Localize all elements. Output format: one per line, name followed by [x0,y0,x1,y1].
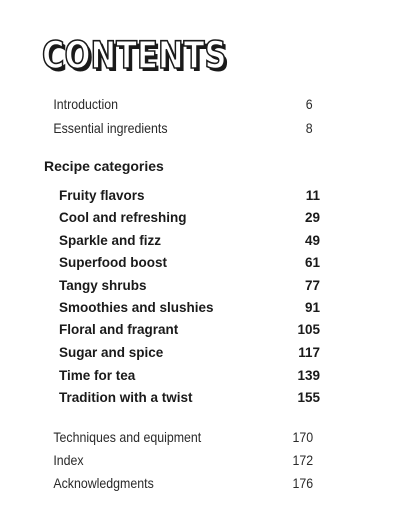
toc-page-number: 117 [298,345,320,360]
toc-page-number: 8 [305,120,313,136]
toc-entry-label: Sparkle and fizz [59,233,162,248]
toc-page-number: 49 [304,233,320,248]
page-title: CONTENTS [42,34,227,77]
section-heading-recipe-categories [0,156,400,176]
toc-entry-superfood-boost[interactable] [0,253,400,273]
toc-entry-smoothies-and-slushies[interactable] [0,298,400,318]
toc-entry-sparkle-and-fizz[interactable] [0,231,400,251]
toc-entry-label: Floral and fragrant [59,322,179,337]
toc-page-number: 155 [297,390,320,405]
toc-entry-label: Fruity flavors [59,188,145,203]
toc-page-number: 91 [304,300,320,315]
toc-page-number: 6 [305,96,313,112]
toc-entry-label: Introduction [53,96,119,112]
toc-page-number: 11 [305,188,320,203]
toc-entry-label: Sugar and spice [59,345,164,360]
toc-entry-label: Tangy shrubs [59,278,147,293]
toc-entry-label: Cool and refreshing [59,210,187,225]
toc-entry-label: Techniques and equipment [53,429,202,445]
toc-entry-tradition-with-a-twist[interactable] [0,388,400,408]
toc-page-number: 29 [304,210,320,225]
section-heading-label: Recipe categories [44,158,164,174]
toc-entry-label: Tradition with a twist [59,390,193,405]
toc-entry-introduction[interactable] [12,94,388,114]
toc-entry-essential-ingredients[interactable] [12,118,388,138]
toc-entry-floral-and-fragrant[interactable] [0,320,400,340]
toc-entry-index[interactable] [12,450,388,470]
toc-page-number: 77 [304,278,320,293]
toc-entry-techniques-and-equipment[interactable] [12,427,388,447]
toc-page-number: 176 [292,475,313,491]
toc-entry-label: Essential ingredients [53,120,168,136]
toc-page-number: 61 [304,255,320,270]
toc-entry-acknowledgments[interactable] [12,473,388,493]
toc-page-number: 170 [292,429,313,445]
toc-entry-sugar-and-spice[interactable] [0,343,400,363]
toc-page-number: 105 [297,322,320,337]
toc-entry-time-for-tea[interactable] [0,366,400,386]
toc-entry-label: Smoothies and slushies [59,300,214,315]
toc-page-number: 139 [297,368,320,383]
toc-entry-label: Acknowledgments [53,475,154,491]
toc-entry-fruity-flavors[interactable] [0,186,400,206]
toc-entry-cool-and-refreshing[interactable] [0,208,400,228]
toc-entry-tangy-shrubs[interactable] [0,276,400,296]
toc-entry-label: Index [53,452,84,468]
toc-page-number: 172 [292,452,313,468]
toc-entry-label: Time for tea [59,368,136,383]
toc-entry-label: Superfood boost [59,255,167,270]
